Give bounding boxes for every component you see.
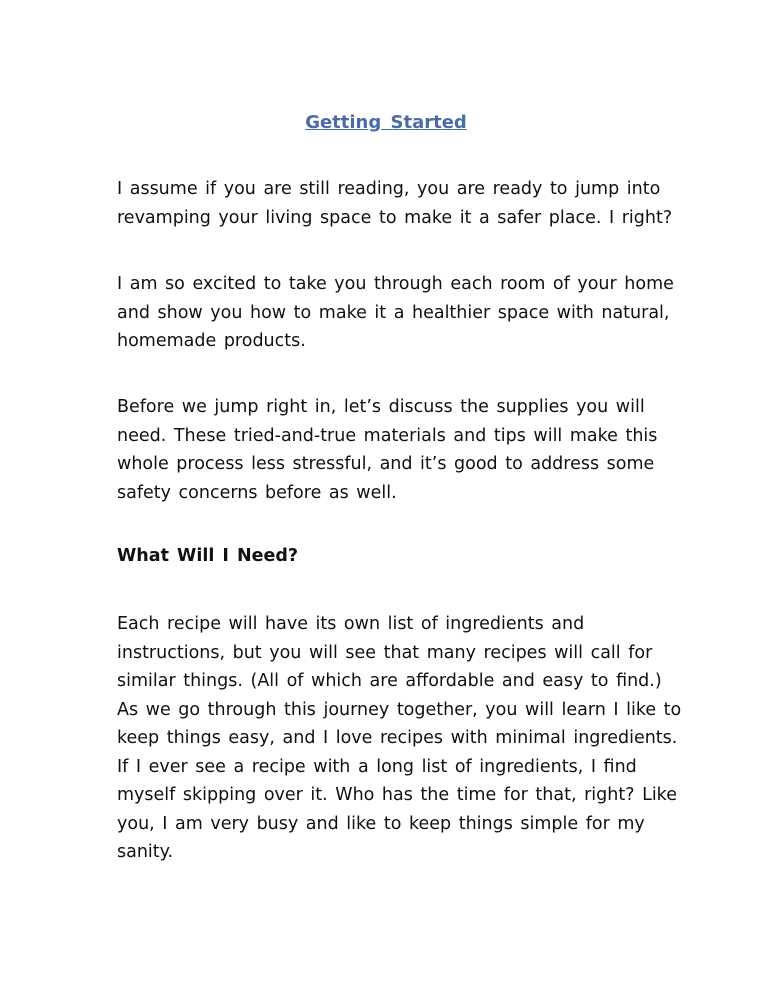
text-line: sanity. — [117, 842, 174, 862]
text-line: similar things. (All of which are affordable and easy to find.) — [117, 671, 662, 691]
paragraph-recipes — [117, 610, 682, 867]
text-line: instructions, but you will see that many recipes will call for — [117, 642, 653, 663]
text-line: safety concerns before as well. — [117, 482, 397, 503]
paragraph-excited — [117, 270, 674, 356]
text-line: revamping your living space to make it a safer place. I right? — [117, 207, 673, 228]
paragraph-supplies — [117, 393, 662, 507]
text-line: homemade products. — [117, 331, 306, 351]
text-line: myself skipping over it. Who has the time for that, right? Like — [117, 785, 677, 805]
text-line: Each recipe will have its own list of ingredients and — [117, 614, 585, 634]
text-line: whole process less stressful, and it’s good to address some — [117, 454, 655, 474]
text-line: If I ever see a recipe with a long list of ingredients, I find — [117, 756, 637, 777]
text-line: and show you how to make it a healthier space with natural, — [117, 302, 670, 323]
page-title: Getting Started — [305, 112, 467, 133]
text-line: need. These tried-and-true materials and tips will make this — [117, 425, 658, 446]
text-line: I assume if you are still reading, you are ready to jump into — [117, 179, 661, 199]
text-line: Before we jump right in, let’s discuss the supplies you will — [117, 397, 645, 417]
text-line: keep things easy, and I love recipes with minimal ingredients. — [117, 728, 678, 748]
text-line: As we go through this journey together, you will learn I like to — [117, 699, 682, 720]
text-line: I am so excited to take you through each room of your home — [117, 274, 674, 294]
paragraph-intro — [117, 175, 673, 232]
section-heading: What Will I Need? — [117, 546, 299, 566]
text-line: you, I am very busy and like to keep things simple for my — [117, 813, 645, 834]
